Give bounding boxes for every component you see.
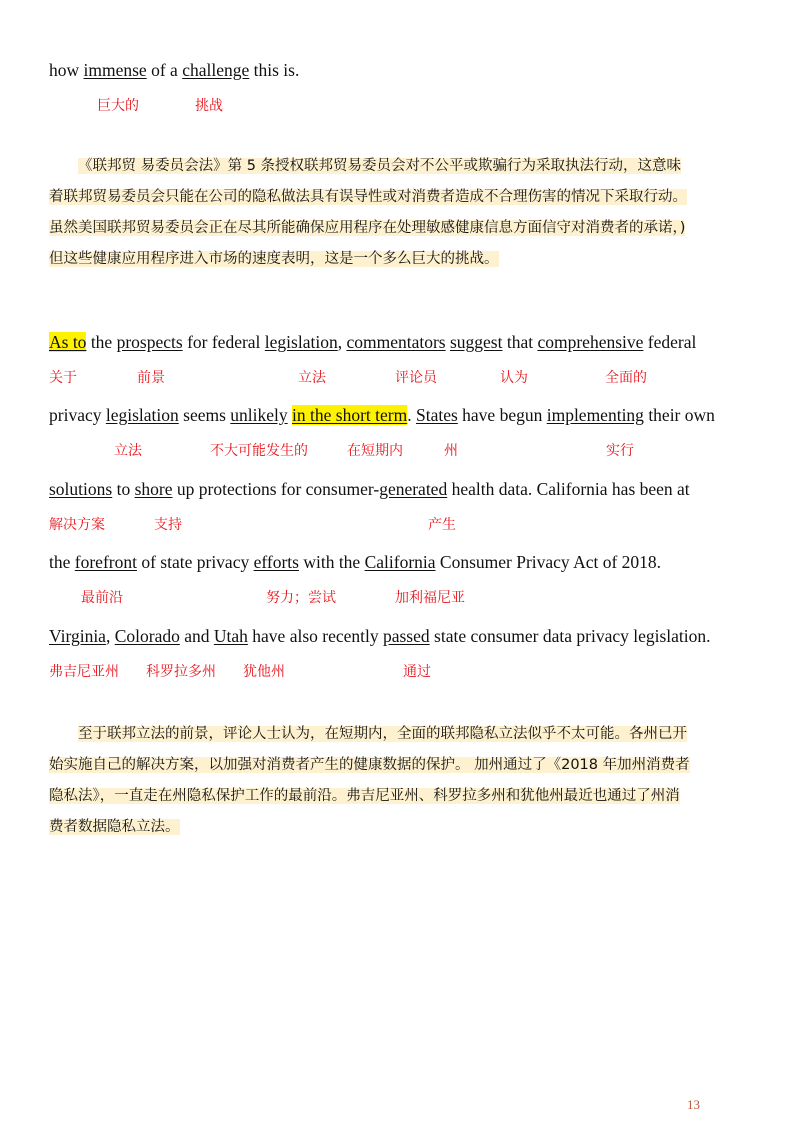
gloss-in-the-short-term: 在短期内 xyxy=(347,443,403,459)
english-line-top: how immense of a challenge this is. xyxy=(49,60,300,80)
vocab-suggest: suggest xyxy=(449,332,503,352)
vocab-shore: shore xyxy=(134,479,173,499)
vocab-forefront: forefront xyxy=(74,552,137,572)
english-line-2: privacy legislation seems unlikely in the short term. States have begun implementing their own xyxy=(49,405,715,425)
vocab-utah: Utah xyxy=(213,626,248,646)
gloss-unlikely: 不大可能发生的 xyxy=(210,443,308,459)
english-line-3: solutions to shore up protections for consumer-generated health data. California has been at xyxy=(49,479,690,499)
english-line-4: the forefront of state privacy efforts with the California Consumer Privacy Act of 2018. xyxy=(49,552,662,572)
gloss-forefront: 最前沿 xyxy=(81,590,123,606)
english-line-5: Virginia, Colorado and Utah have also recently passed state consumer data privacy legislation. xyxy=(49,626,711,646)
gloss-shore: 支持 xyxy=(154,517,182,533)
chinese-line: 《联邦贸 易委员会法》第 5 条授权联邦贸易委员会对不公平或欺骗行为采取执法行动，这意味 xyxy=(78,158,682,174)
vocab-immense: immense xyxy=(83,60,147,80)
vocab-comprehensive: comprehensive xyxy=(537,332,644,352)
gloss-virginia: 弗吉尼亚州 xyxy=(49,664,119,680)
gloss-legislation: 立法 xyxy=(298,370,326,386)
chinese-line: 虽然美国联邦贸易委员会正在尽其所能确保应用程序在处理敏感健康信息方面信守对消费者的承诺，) xyxy=(49,220,686,236)
gloss-colorado: 科罗拉多州 xyxy=(146,664,216,680)
gloss-suggest: 认为 xyxy=(500,370,528,386)
chinese-line: 但这些健康应用程序进入市场的速度表明，这是一个多么巨大的挑战。 xyxy=(49,251,499,267)
chinese-line: 隐私法》，一直走在州隐私保护工作的最前沿。弗吉尼亚州、科罗拉多州和犹他州最近也通过了州消 xyxy=(49,788,680,804)
chinese-translation-paragraph-2 xyxy=(49,719,761,843)
vocab-legislation: legislation xyxy=(105,405,179,425)
chinese-line: 费者数据隐私立法。 xyxy=(49,819,180,835)
vocab-prospects: prospects xyxy=(116,332,183,352)
gloss-solutions: 解决方案 xyxy=(49,517,105,533)
vocab-california: California xyxy=(364,552,436,572)
chinese-translation-paragraph-1 xyxy=(49,151,761,275)
gloss-legislation: 立法 xyxy=(114,443,142,459)
vocab-in-the-short-term: in the short term xyxy=(292,405,408,425)
gloss-passed: 通过 xyxy=(403,664,431,680)
gloss-california: 加利福尼亚 xyxy=(395,590,465,606)
vocab-commentators: commentators xyxy=(346,332,446,352)
gloss-utah: 犹他州 xyxy=(243,664,285,680)
vocab-implementing: implementing xyxy=(546,405,644,425)
vocab-passed: passed xyxy=(382,626,430,646)
gloss-generated: 产生 xyxy=(428,517,456,533)
vocab-unlikely: unlikely xyxy=(230,405,288,425)
vocab-states: States xyxy=(415,405,458,425)
vocab-generated: generated xyxy=(379,479,448,499)
vocab-solutions: solutions xyxy=(49,479,113,499)
english-line-1: As to the prospects for federal legislation, commentators suggest that comprehensive federal xyxy=(49,332,697,352)
gloss-as-to: 关于 xyxy=(49,370,77,386)
gloss-comprehensive: 全面的 xyxy=(605,370,647,386)
vocab-colorado: Colorado xyxy=(114,626,180,646)
page-number: 13 xyxy=(687,1097,700,1112)
gloss-efforts: 努力；尝试 xyxy=(266,590,336,606)
chinese-line: 始实施自己的解决方案，以加强对消费者产生的健康数据的保护。 加州通过了《2018 年加州消费者 xyxy=(49,757,690,773)
gloss-states: 州 xyxy=(444,443,458,459)
chinese-line: 至于联邦立法的前景，评论人士认为，在短期内，全面的联邦隐私立法似乎不太可能。各州已开 xyxy=(78,726,687,742)
vocab-efforts: efforts xyxy=(253,552,299,572)
vocab-challenge: challenge xyxy=(182,60,250,80)
vocab-as-to: As to xyxy=(49,332,87,352)
vocab-virginia: Virginia xyxy=(49,626,106,646)
gloss-challenge: 挑战 xyxy=(195,98,223,114)
chinese-line: 着联邦贸易委员会只能在公司的隐私做法具有误导性或对消费者造成不合理伤害的情况下采取行动。 xyxy=(49,189,687,205)
gloss-immense: 巨大的 xyxy=(97,98,139,114)
gloss-prospects: 前景 xyxy=(137,370,165,386)
gloss-implementing: 实行 xyxy=(606,443,634,459)
gloss-commentators: 评论员 xyxy=(395,370,437,386)
vocab-legislation: legislation xyxy=(264,332,338,352)
